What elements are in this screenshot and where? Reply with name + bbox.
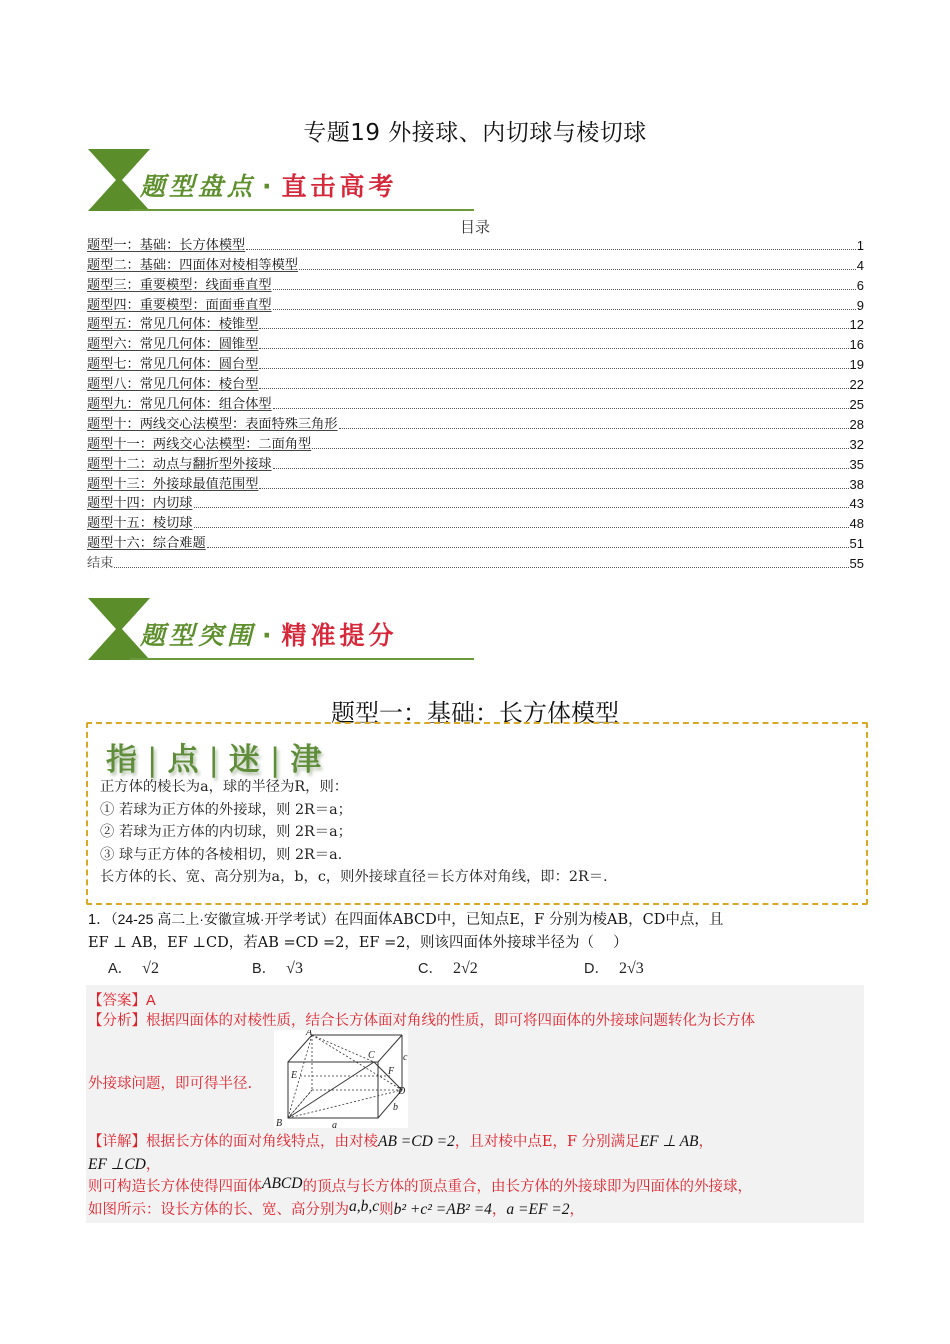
answer-tag: 【答案】 bbox=[88, 993, 146, 1009]
toc-entry[interactable] bbox=[87, 474, 864, 494]
toc-entry-label[interactable]: 题型十：两线交心法模型：表面特殊三角形 bbox=[87, 416, 338, 432]
toc-entry-label[interactable]: 题型十一：两线交心法模型：二面角型 bbox=[87, 436, 312, 452]
detail-text: 则 bbox=[379, 1201, 394, 1218]
banner-red-text: 精准提分 bbox=[281, 621, 398, 650]
detail-section bbox=[88, 1131, 864, 1221]
analysis-line-2: 外接球问题，即可得半径. bbox=[88, 1076, 253, 1092]
detail-text: ，且对棱中点E，F 分别满足 bbox=[454, 1134, 640, 1150]
toc-entry[interactable] bbox=[87, 494, 864, 514]
toc-entry-label[interactable]: 题型三：重要模型：线面垂直型 bbox=[87, 277, 272, 293]
cuboid-figure-icon bbox=[274, 1030, 408, 1128]
answer-block bbox=[86, 985, 864, 1223]
tip-box bbox=[86, 722, 868, 905]
toc-entry[interactable] bbox=[87, 255, 864, 275]
option-value: √3 bbox=[286, 960, 303, 977]
tip-title-char: 点 bbox=[167, 742, 202, 778]
detail-tag: 【详解】 bbox=[88, 1134, 146, 1150]
toc-entry-label[interactable]: 题型十四：内切球 bbox=[87, 496, 193, 512]
analysis-text: 根据四面体的对棱性质，结合长方体面对角线的性质，即可将四面体的外接球问题转化为长方体 bbox=[146, 1013, 755, 1029]
toc-entry[interactable] bbox=[87, 275, 864, 295]
toc-entry-label[interactable]: 题型十三：外接球最值范围型 bbox=[87, 476, 259, 492]
detail-equation: AB =CD =2 bbox=[378, 1133, 455, 1150]
toc-entry-page: 48 bbox=[849, 516, 864, 532]
toc-entry-page: 55 bbox=[849, 556, 864, 572]
option-d[interactable] bbox=[584, 957, 644, 978]
svg-text:A: A bbox=[306, 1030, 313, 1038]
tip-line: 正方体的棱长为a，球的半径为R，则： bbox=[100, 779, 349, 795]
banner-text bbox=[140, 616, 398, 652]
toc-entry[interactable] bbox=[87, 374, 864, 394]
option-value: 2√3 bbox=[618, 960, 644, 977]
comma: ， bbox=[491, 1201, 507, 1218]
toc-entry-label[interactable]: 题型六：常见几何体：圆锥型 bbox=[87, 337, 259, 353]
toc-leader bbox=[194, 507, 849, 508]
tip-line: 长方体的长、宽、高分别为a，b，c，则外接球直径＝长方体对角线，即：2R＝. bbox=[100, 869, 608, 885]
toc-leader bbox=[339, 428, 849, 429]
cuboid-diagram bbox=[274, 1030, 408, 1128]
toc-entry-page: 19 bbox=[849, 357, 864, 373]
detail-text: 则可构造长方体使得四面体 bbox=[88, 1179, 262, 1195]
section-heading: 题型一：基础：长方体模型 bbox=[331, 699, 619, 727]
svg-text:F: F bbox=[388, 1066, 395, 1077]
option-letter: B． bbox=[252, 961, 277, 977]
toc-leader bbox=[259, 368, 848, 369]
analysis-line bbox=[88, 1009, 864, 1030]
toc-leader bbox=[259, 488, 848, 489]
tip-title-char: 津 bbox=[290, 742, 325, 778]
tip-title-separator: | bbox=[269, 742, 284, 778]
toc-entry-label[interactable]: 题型四：重要模型：面面垂直型 bbox=[87, 297, 272, 313]
toc-entry-page: 16 bbox=[849, 337, 864, 353]
tip-box-title bbox=[106, 734, 324, 779]
toc-entry-page: 32 bbox=[849, 436, 864, 452]
option-letter: A． bbox=[108, 961, 133, 977]
toc-entry-page: 12 bbox=[849, 317, 864, 333]
toc-entry-page: 1 bbox=[856, 237, 864, 253]
toc-entry-label[interactable]: 题型七：常见几何体：圆台型 bbox=[87, 357, 259, 373]
option-c[interactable] bbox=[418, 957, 478, 978]
detail-equation: EF ⊥CD bbox=[88, 1155, 146, 1173]
option-b[interactable] bbox=[252, 957, 303, 978]
table-of-contents bbox=[87, 235, 864, 573]
toc-leader bbox=[207, 547, 849, 548]
question-text: 在四面体ABCD中，已知点E，F 分别为棱AB，CD中点，且 bbox=[334, 912, 724, 928]
tip-line: ③ 球与正方体的各棱相切，则 2R＝a. bbox=[100, 846, 343, 863]
toc-entry[interactable] bbox=[87, 235, 864, 255]
toc-entry-label[interactable]: 题型八：常见几何体：棱台型 bbox=[87, 377, 259, 393]
toc-leader bbox=[259, 388, 848, 389]
toc-entry-label[interactable]: 题型十五：棱切球 bbox=[87, 516, 193, 532]
toc-entry-label[interactable]: 题型一：基础：长方体模型 bbox=[87, 237, 246, 253]
toc-entry-label[interactable]: 题型五：常见几何体：棱锥型 bbox=[87, 317, 259, 333]
option-a[interactable] bbox=[108, 957, 159, 978]
toc-entry-page: 4 bbox=[856, 257, 864, 273]
document-title: 专题19 外接球、内切球与棱切球 bbox=[303, 120, 647, 146]
answer-line bbox=[88, 989, 156, 1010]
option-letter: C． bbox=[418, 961, 443, 977]
toc-entry-label[interactable]: 题型十六：综合难题 bbox=[87, 536, 206, 552]
toc-entry[interactable] bbox=[87, 553, 864, 573]
detail-equation: b² +c² =AB² =4 bbox=[393, 1200, 492, 1218]
toc-entry[interactable] bbox=[87, 354, 864, 374]
toc-entry-page: 38 bbox=[849, 476, 864, 492]
toc-leader bbox=[114, 567, 848, 568]
toc-entry-page: 25 bbox=[849, 397, 864, 413]
question-number: 1． bbox=[88, 912, 111, 928]
detail-equation: ABCD bbox=[262, 1175, 303, 1192]
question-stem-line2: EF ⊥ AB，EF ⊥CD，若AB =CD =2，EF =2，则该四面体外接球半径为（ ） bbox=[88, 935, 628, 951]
tip-box-content bbox=[100, 776, 608, 889]
detail-line-3 bbox=[88, 1176, 864, 1199]
detail-equation: EF ⊥ AB bbox=[639, 1133, 699, 1150]
option-letter: D． bbox=[584, 961, 609, 977]
toc-entry[interactable] bbox=[87, 533, 864, 553]
banner-green-text: 题型突围 bbox=[140, 621, 257, 650]
comma: ， bbox=[698, 1134, 714, 1150]
toc-entry-page: 35 bbox=[849, 456, 864, 472]
question-source: （24-25 高二上·安徽宣城·开学考试） bbox=[110, 911, 335, 927]
detail-text: 如图所示：设长方体的长、宽、高分别为 bbox=[88, 1201, 349, 1218]
toc-entry[interactable] bbox=[87, 334, 864, 354]
question-1 bbox=[88, 908, 878, 955]
banner-green-text: 题型盘点 bbox=[140, 172, 257, 201]
toc-entry[interactable] bbox=[87, 513, 864, 533]
toc-leader bbox=[312, 448, 848, 449]
detail-line-1 bbox=[88, 1131, 864, 1154]
toc-entry[interactable] bbox=[87, 394, 864, 414]
toc-entry-page: 43 bbox=[849, 496, 864, 512]
svg-text:D: D bbox=[398, 1086, 406, 1097]
toc-leader bbox=[194, 527, 849, 528]
toc-entry[interactable] bbox=[87, 434, 864, 454]
svg-text:C: C bbox=[368, 1050, 375, 1061]
tip-line: ① 若球为正方体的外接球，则 2R＝a； bbox=[100, 801, 352, 818]
toc-entry-page: 9 bbox=[856, 297, 864, 313]
toc-leader bbox=[273, 468, 849, 469]
toc-entry[interactable] bbox=[87, 414, 864, 434]
tip-title-char: 指 bbox=[106, 742, 140, 778]
detail-text: 的顶点与长方体的顶点重合，由长方体的外接球即为四面体的外接球， bbox=[302, 1179, 752, 1195]
toc-leader bbox=[299, 269, 856, 270]
toc-leader bbox=[273, 309, 856, 310]
banner-text bbox=[140, 167, 398, 203]
banner-rule bbox=[130, 658, 474, 660]
detail-text: 根据长方体的面对角线特点，由对棱 bbox=[146, 1134, 378, 1150]
detail-equation: a,b,c bbox=[349, 1197, 380, 1215]
banner-separator: · bbox=[262, 621, 276, 650]
svg-text:c: c bbox=[403, 1052, 408, 1063]
toc-leader bbox=[273, 408, 849, 409]
question-stem-line1 bbox=[88, 908, 878, 932]
answer-value: A bbox=[146, 993, 156, 1009]
svg-text:b: b bbox=[393, 1102, 398, 1113]
banner-red-text: 直击高考 bbox=[281, 172, 398, 201]
toc-entry-page: 6 bbox=[856, 277, 864, 293]
svg-text:E: E bbox=[291, 1070, 298, 1081]
toc-entry-page: 28 bbox=[849, 416, 864, 432]
toc-entry-page: 22 bbox=[849, 377, 864, 393]
toc-leader bbox=[259, 348, 848, 349]
toc-entry[interactable] bbox=[87, 454, 864, 474]
comma: ， bbox=[569, 1201, 585, 1218]
option-value: 2√2 bbox=[452, 960, 478, 977]
toc-entry-label[interactable]: 结束 bbox=[87, 556, 114, 572]
toc-leader bbox=[259, 328, 848, 329]
option-value: √2 bbox=[142, 960, 159, 977]
detail-equation: a =EF =2 bbox=[506, 1200, 570, 1218]
tip-line: ② 若球为正方体的内切球，则 2R＝a； bbox=[100, 824, 352, 840]
banner-separator: · bbox=[262, 172, 276, 201]
toc-leader bbox=[246, 249, 856, 250]
svg-text:a: a bbox=[332, 1120, 337, 1128]
analysis-tag: 【分析】 bbox=[88, 1013, 146, 1029]
banner-rule bbox=[130, 209, 474, 211]
toc-entry-label[interactable]: 题型二：基础：四面体对棱相等模型 bbox=[87, 257, 298, 273]
toc-entry-label[interactable]: 题型十二：动点与翻折型外接球 bbox=[87, 456, 272, 472]
banner-overview bbox=[88, 147, 478, 213]
tip-title-separator: | bbox=[147, 742, 161, 778]
toc-entry-page: 51 bbox=[849, 536, 864, 552]
toc-leader bbox=[273, 289, 856, 290]
toc-entry[interactable] bbox=[87, 315, 864, 335]
detail-line-2 bbox=[88, 1154, 864, 1177]
banner-breakthrough bbox=[88, 596, 478, 662]
tip-title-separator: | bbox=[208, 742, 222, 778]
toc-heading: 目录 bbox=[459, 218, 490, 236]
comma: ， bbox=[145, 1156, 161, 1173]
detail-line-4 bbox=[88, 1199, 864, 1222]
tip-title-char: 迷 bbox=[228, 742, 263, 778]
toc-entry-label[interactable]: 题型九：常见几何体：组合体型 bbox=[87, 397, 272, 413]
toc-entry[interactable] bbox=[87, 295, 864, 315]
svg-text:B: B bbox=[276, 1118, 283, 1128]
